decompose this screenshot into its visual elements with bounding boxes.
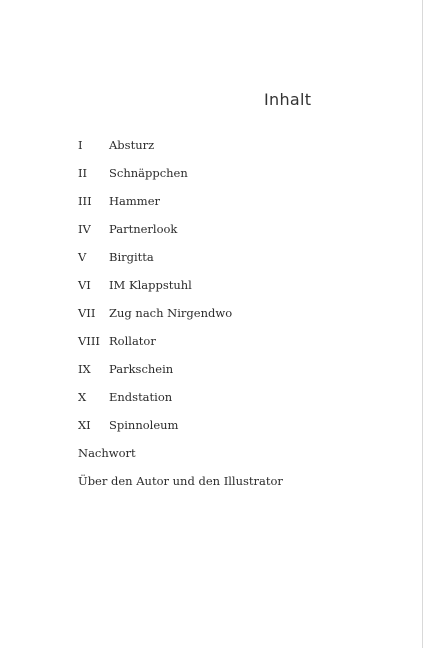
chapter-title: Partnerlook (109, 222, 178, 236)
chapter-number: V (78, 250, 87, 264)
chapter-title: Schnäppchen (109, 166, 188, 180)
chapter-number: IV (78, 222, 91, 236)
afterword-title: Nachwort (78, 446, 136, 460)
chapter-number: III (78, 194, 92, 208)
chapter-title: Rollator (109, 334, 156, 348)
toc-entry-about (78, 471, 408, 499)
chapter-number: I (78, 138, 83, 152)
chapter-number: XI (78, 418, 91, 432)
about-author-title: Über den Autor und den Illustrator (78, 474, 283, 488)
toc-title: Inhalt (264, 90, 312, 109)
toc-entry-chapter-10 (78, 387, 408, 415)
toc-entry-chapter-7 (78, 303, 408, 331)
chapter-title: Absturz (109, 138, 155, 152)
chapter-number: VI (78, 278, 91, 292)
chapter-number: X (78, 390, 87, 404)
chapter-title: Zug nach Nirgendwo (109, 306, 233, 320)
toc-entry-chapter-11 (78, 415, 408, 443)
toc-entry-chapter-9 (78, 359, 408, 387)
toc-entry-chapter-4 (78, 219, 408, 247)
chapter-title: IM Klappstuhl (109, 278, 192, 292)
chapter-number: IX (78, 362, 91, 376)
chapter-number: VIII (78, 334, 100, 348)
toc-entry-chapter-3 (78, 191, 408, 219)
toc-entry-chapter-8 (78, 331, 408, 359)
toc-entry-chapter-6 (78, 275, 408, 303)
toc-entry-chapter-2 (78, 163, 408, 191)
chapter-title: Spinnoleum (109, 418, 179, 432)
page-edge-line (422, 0, 423, 648)
table-of-contents (78, 135, 408, 499)
toc-entry-chapter-1 (78, 135, 408, 163)
chapter-title: Birgitta (109, 250, 154, 264)
chapter-number: VII (78, 306, 96, 320)
chapter-title: Endstation (109, 390, 173, 404)
chapter-title: Parkschein (109, 362, 174, 376)
toc-entry-afterword (78, 443, 408, 471)
chapter-title: Hammer (109, 194, 160, 208)
toc-entry-chapter-5 (78, 247, 408, 275)
chapter-number: II (78, 166, 88, 180)
